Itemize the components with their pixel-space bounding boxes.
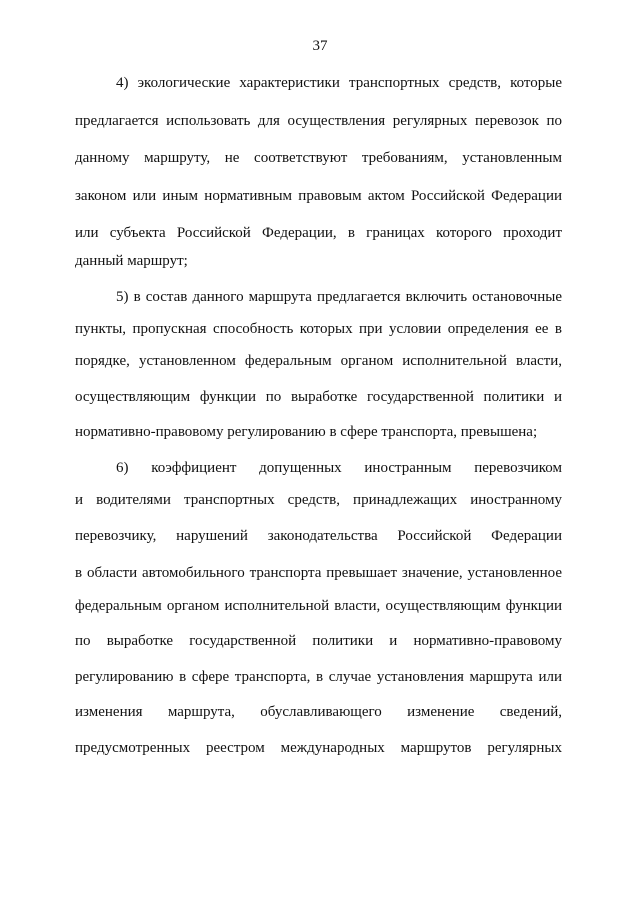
paragraph-6-line-1: 6) коэффициент допущенных иностранным перевозчиком: [116, 460, 562, 476]
paragraph-4-line-2: предлагается использовать для осуществления регулярных перевозок по: [75, 113, 562, 129]
paragraph-4-line-6: данный маршрут;: [75, 253, 188, 269]
paragraph-6-line-7: регулированию в сфере транспорта, в случае установления маршрута или: [75, 669, 562, 685]
paragraph-6-line-9: предусмотренных реестром международных маршрутов регулярных: [75, 740, 562, 756]
paragraph-4-line-4: законом или иным нормативным правовым актом Российской Федерации: [75, 188, 562, 204]
paragraph-5-line-1: 5) в состав данного маршрута предлагается включить остановочные: [116, 289, 562, 305]
paragraph-4-line-1: 4) экологические характеристики транспортных средств, которые: [116, 75, 562, 91]
paragraph-4-line-5: или субъекта Российской Федерации, в границах которого проходит: [75, 225, 562, 241]
page-number: 37: [312, 38, 328, 54]
paragraph-6-line-4: в области автомобильного транспорта превышает значение, установленное: [75, 565, 562, 581]
paragraph-6-line-2: и водителями транспортных средств, принадлежащих иностранному: [75, 492, 562, 508]
paragraph-4-line-3: данному маршруту, не соответствуют требованиям, установленным: [75, 150, 562, 166]
paragraph-5-line-4: осуществляющим функции по выработке государственной политики и: [75, 389, 562, 405]
paragraph-5-line-3: порядке, установленном федеральным органом исполнительной власти,: [75, 353, 562, 369]
paragraph-5-line-2: пункты, пропускная способность которых при условии определения ее в: [75, 321, 562, 337]
paragraph-6-line-5: федеральным органом исполнительной власти, осуществляющим функции: [75, 598, 562, 614]
paragraph-5-line-5: нормативно-правовому регулированию в сфере транспорта, превышена;: [75, 424, 538, 440]
paragraph-6-line-6: по выработке государственной политики и нормативно-правовому: [75, 633, 562, 649]
paragraph-6-line-3: перевозчику, нарушений законодательства Российской Федерации: [75, 528, 562, 544]
paragraph-6-line-8: изменения маршрута, обуславливающего изменение сведений,: [75, 704, 562, 720]
